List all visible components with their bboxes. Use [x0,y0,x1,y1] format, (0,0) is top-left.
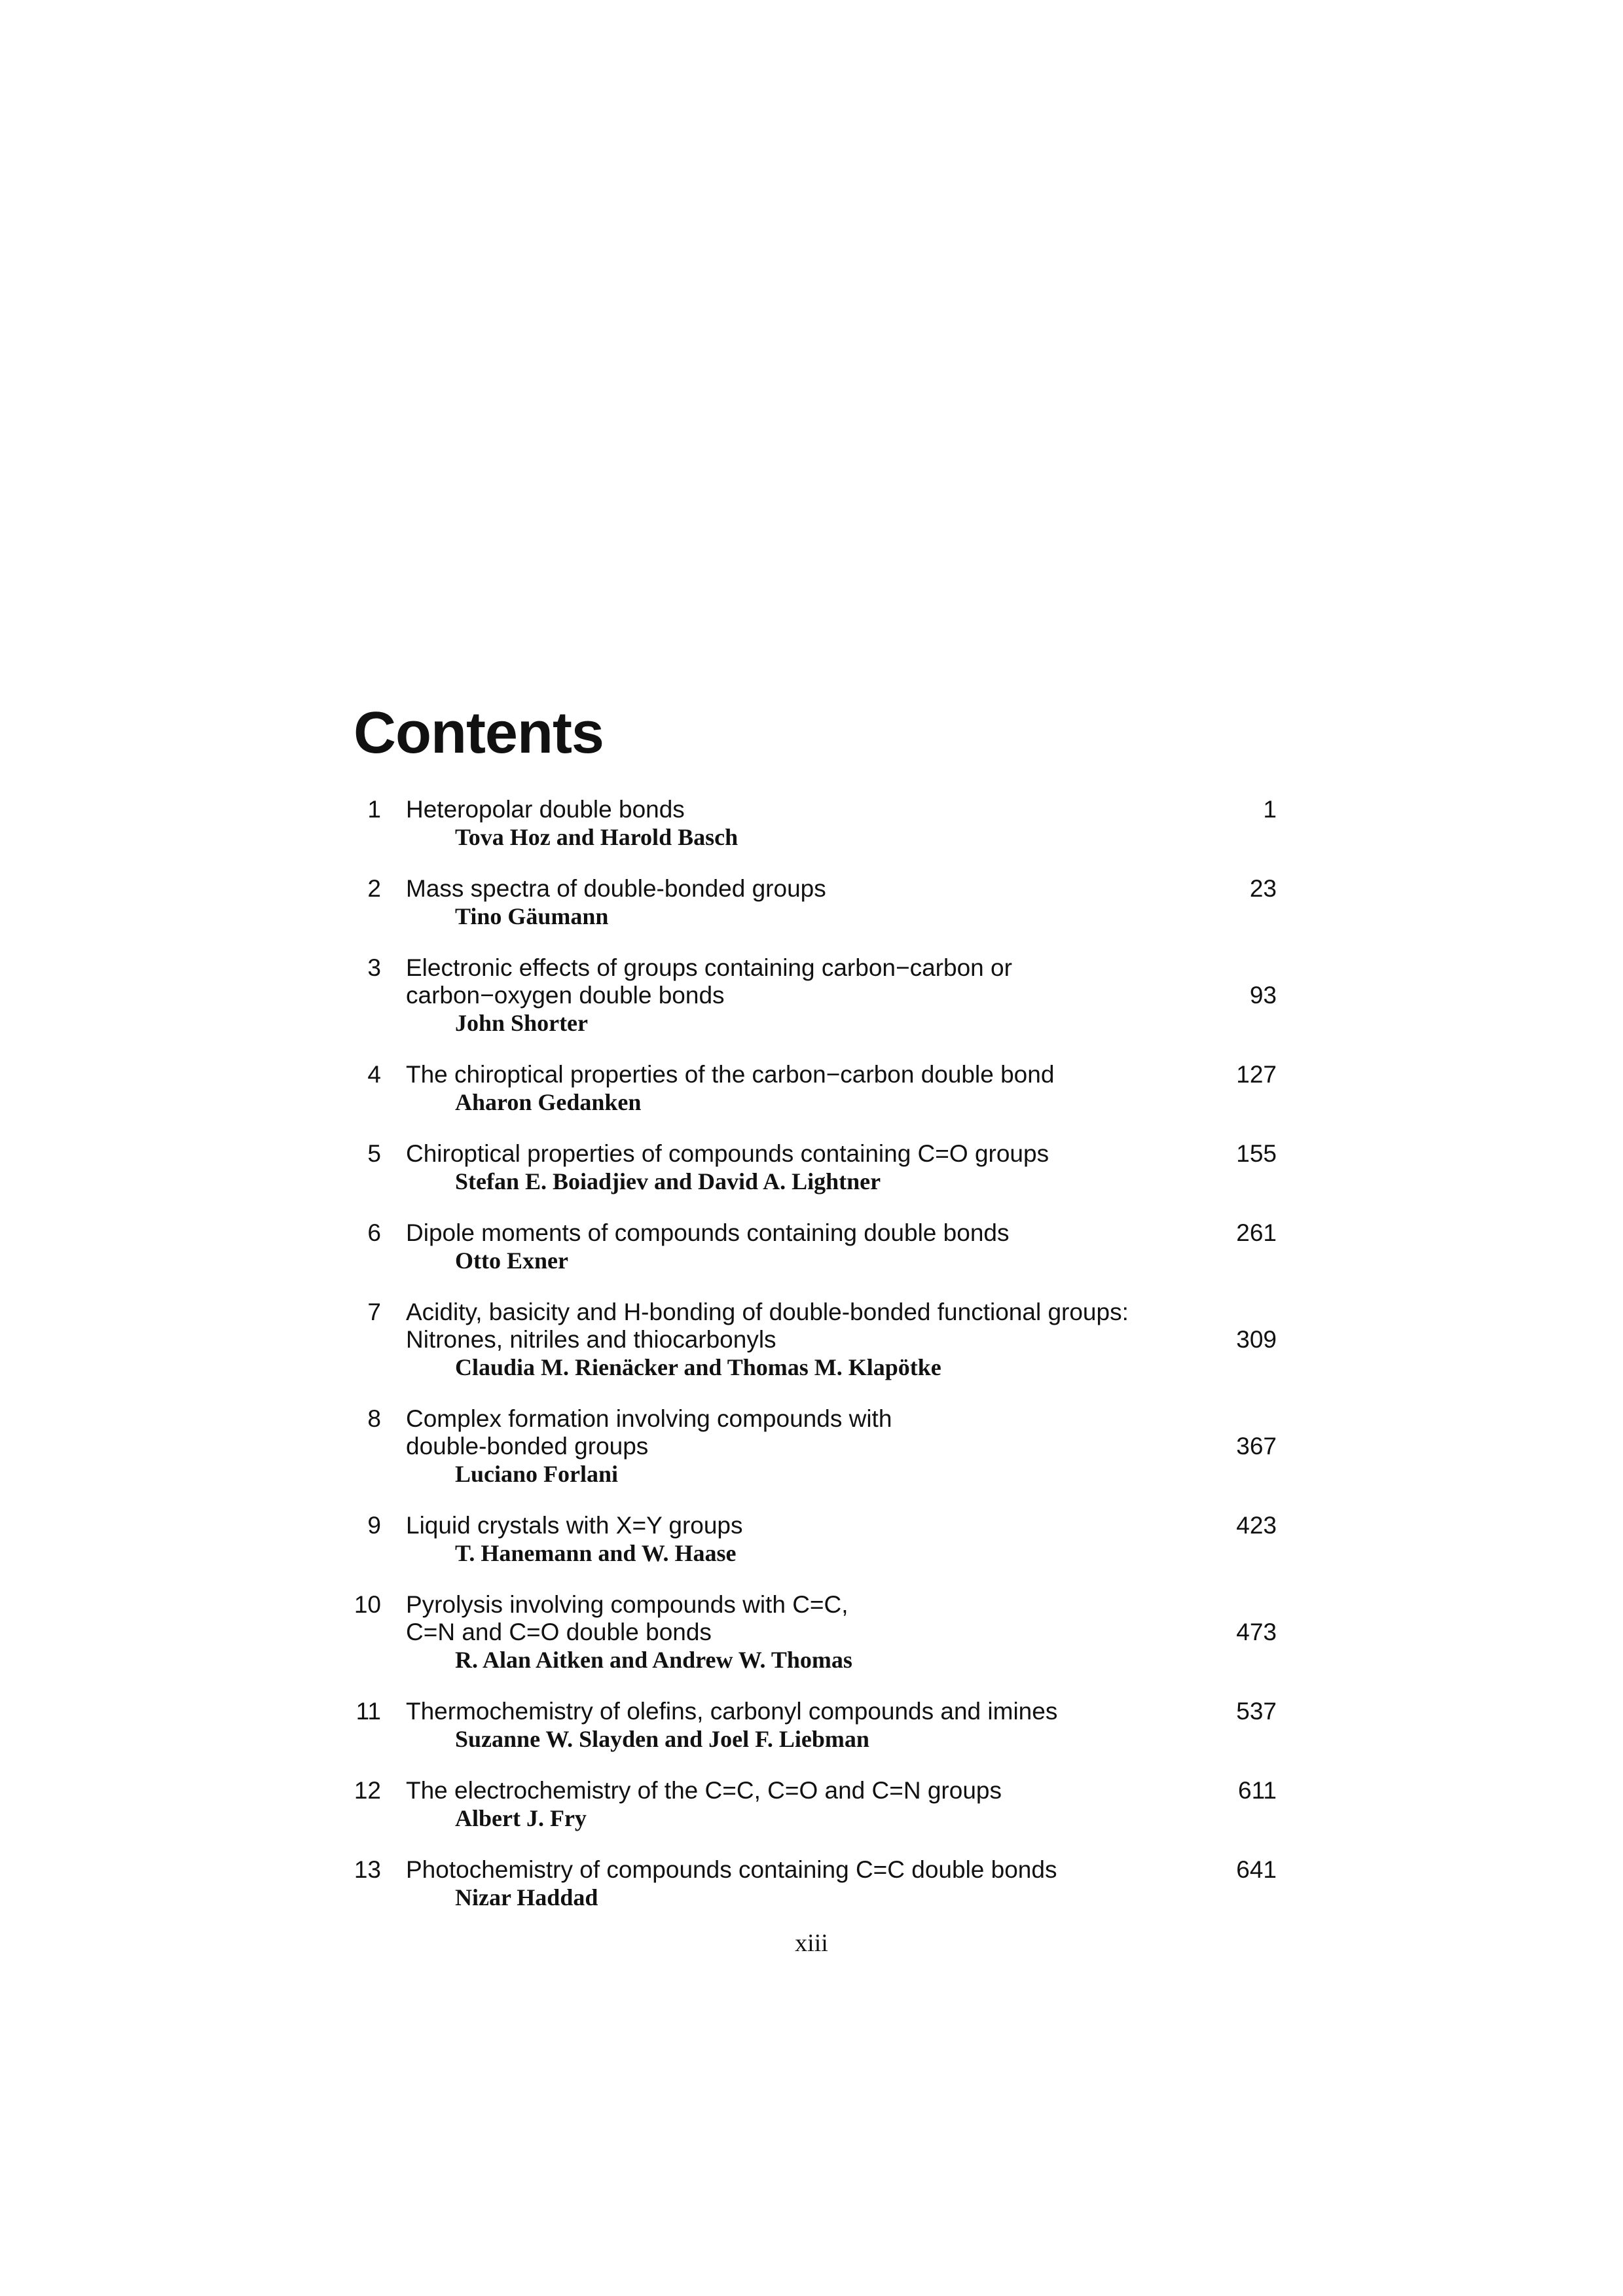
chapter-title-line: Pyrolysis involving compounds with C=C, [406,1591,848,1618]
chapter-title-line: Acidity, basicity and H-bonding of double-bonded functional groups: [406,1299,1129,1325]
chapter-authors: Claudia M. Rienäcker and Thomas M. Klapötke [455,1354,941,1380]
chapter-number: 3 [367,954,381,981]
toc-entry [347,1219,1277,1274]
chapter-title-line: Electronic effects of groups containing carbon−carbon or [406,954,1012,981]
chapter-title-line: Liquid crystals with X=Y groups [406,1512,743,1539]
page-title: Contents [354,700,604,766]
chapter-number: 10 [354,1591,381,1618]
toc-entry [347,796,1277,851]
chapter-title-line: double-bonded groups [406,1433,649,1460]
chapter-title-line: Mass spectra of double-bonded groups [406,875,826,902]
chapter-number: 6 [367,1219,381,1246]
chapter-title-line: Complex formation involving compounds with [406,1405,892,1432]
chapter-text [406,1698,1211,1753]
toc-entry [347,1299,1277,1381]
chapter-number: 2 [367,875,381,902]
chapter-number: 9 [367,1512,381,1539]
chapter-text [406,1777,1211,1832]
chapter-text [406,1219,1211,1274]
chapter-title-line: Thermochemistry of olefins, carbonyl compounds and imines [406,1698,1058,1725]
chapter-page-number: 611 [1238,1777,1277,1804]
toc-entry [347,875,1277,930]
chapter-title-line: Chiroptical properties of compounds containing C=O groups [406,1140,1049,1167]
chapter-authors: Tova Hoz and Harold Basch [455,824,739,850]
chapter-title-line: Dipole moments of compounds containing double bonds [406,1219,1010,1246]
chapter-page-number: 23 [1249,875,1277,902]
chapter-text [406,796,1211,851]
chapter-page-number: 1 [1263,796,1277,823]
chapter-page-number: 261 [1236,1219,1277,1246]
toc-entry [347,1140,1277,1195]
chapter-page-number: 93 [1249,982,1277,1009]
chapter-text [406,875,1211,930]
chapter-number: 4 [367,1061,381,1088]
chapter-text [406,1512,1211,1567]
page-number: xiii [795,1929,828,1957]
chapter-page-number: 641 [1236,1856,1277,1883]
chapter-authors: John Shorter [455,1010,589,1036]
chapter-text [406,1591,1211,1674]
toc-entry [347,1512,1277,1567]
chapter-text [406,1140,1211,1195]
chapter-authors: Luciano Forlani [455,1461,619,1487]
chapter-title-line: carbon−oxygen double bonds [406,982,725,1009]
chapter-title-line: C=N and C=O double bonds [406,1619,712,1645]
chapter-number: 1 [367,796,381,823]
chapter-number: 5 [367,1140,381,1167]
chapter-number: 11 [356,1698,381,1725]
chapter-authors: Stefan E. Boiadjiev and David A. Lightner [455,1168,881,1194]
chapter-number: 12 [354,1777,381,1804]
chapter-page-number: 537 [1236,1698,1277,1725]
chapter-authors: Albert J. Fry [455,1805,587,1831]
chapter-page-number: 423 [1236,1512,1277,1539]
chapter-page-number: 155 [1236,1140,1277,1167]
chapter-number: 7 [367,1299,381,1325]
chapter-title-line: Nitrones, nitriles and thiocarbonyls [406,1326,776,1353]
chapter-text [406,1299,1211,1381]
toc-entry [347,1591,1277,1674]
chapter-title-line: Photochemistry of compounds containing C=C double bonds [406,1856,1057,1883]
chapter-authors: R. Alan Aitken and Andrew W. Thomas [455,1647,852,1673]
toc-entry [347,1856,1277,1911]
chapter-text [406,1061,1211,1116]
toc-entry [347,1405,1277,1488]
chapter-number: 13 [354,1856,381,1883]
chapter-authors: Aharon Gedanken [455,1089,642,1115]
toc-entry [347,954,1277,1037]
table-of-contents [347,796,1277,1935]
chapter-page-number: 127 [1236,1061,1277,1088]
chapter-authors: Tino Gäumann [455,903,609,929]
chapter-authors: Otto Exner [455,1247,568,1274]
toc-entry [347,1698,1277,1753]
chapter-text [406,954,1211,1037]
chapter-title-line: The electrochemistry of the C=C, C=O and C=N groups [406,1777,1002,1804]
chapter-title-line: The chiroptical properties of the carbon−carbon double bond [406,1061,1055,1088]
chapter-page-number: 473 [1236,1619,1277,1645]
chapter-number: 8 [367,1405,381,1432]
chapter-title-line: Heteropolar double bonds [406,796,685,823]
chapter-page-number: 309 [1236,1326,1277,1353]
chapter-authors: Nizar Haddad [455,1884,598,1910]
toc-entry [347,1061,1277,1116]
chapter-text [406,1856,1211,1911]
toc-entry [347,1777,1277,1832]
chapter-text [406,1405,1211,1488]
chapter-page-number: 367 [1236,1433,1277,1460]
chapter-authors: T. Hanemann and W. Haase [455,1540,737,1566]
chapter-authors: Suzanne W. Slayden and Joel F. Liebman [455,1726,869,1752]
